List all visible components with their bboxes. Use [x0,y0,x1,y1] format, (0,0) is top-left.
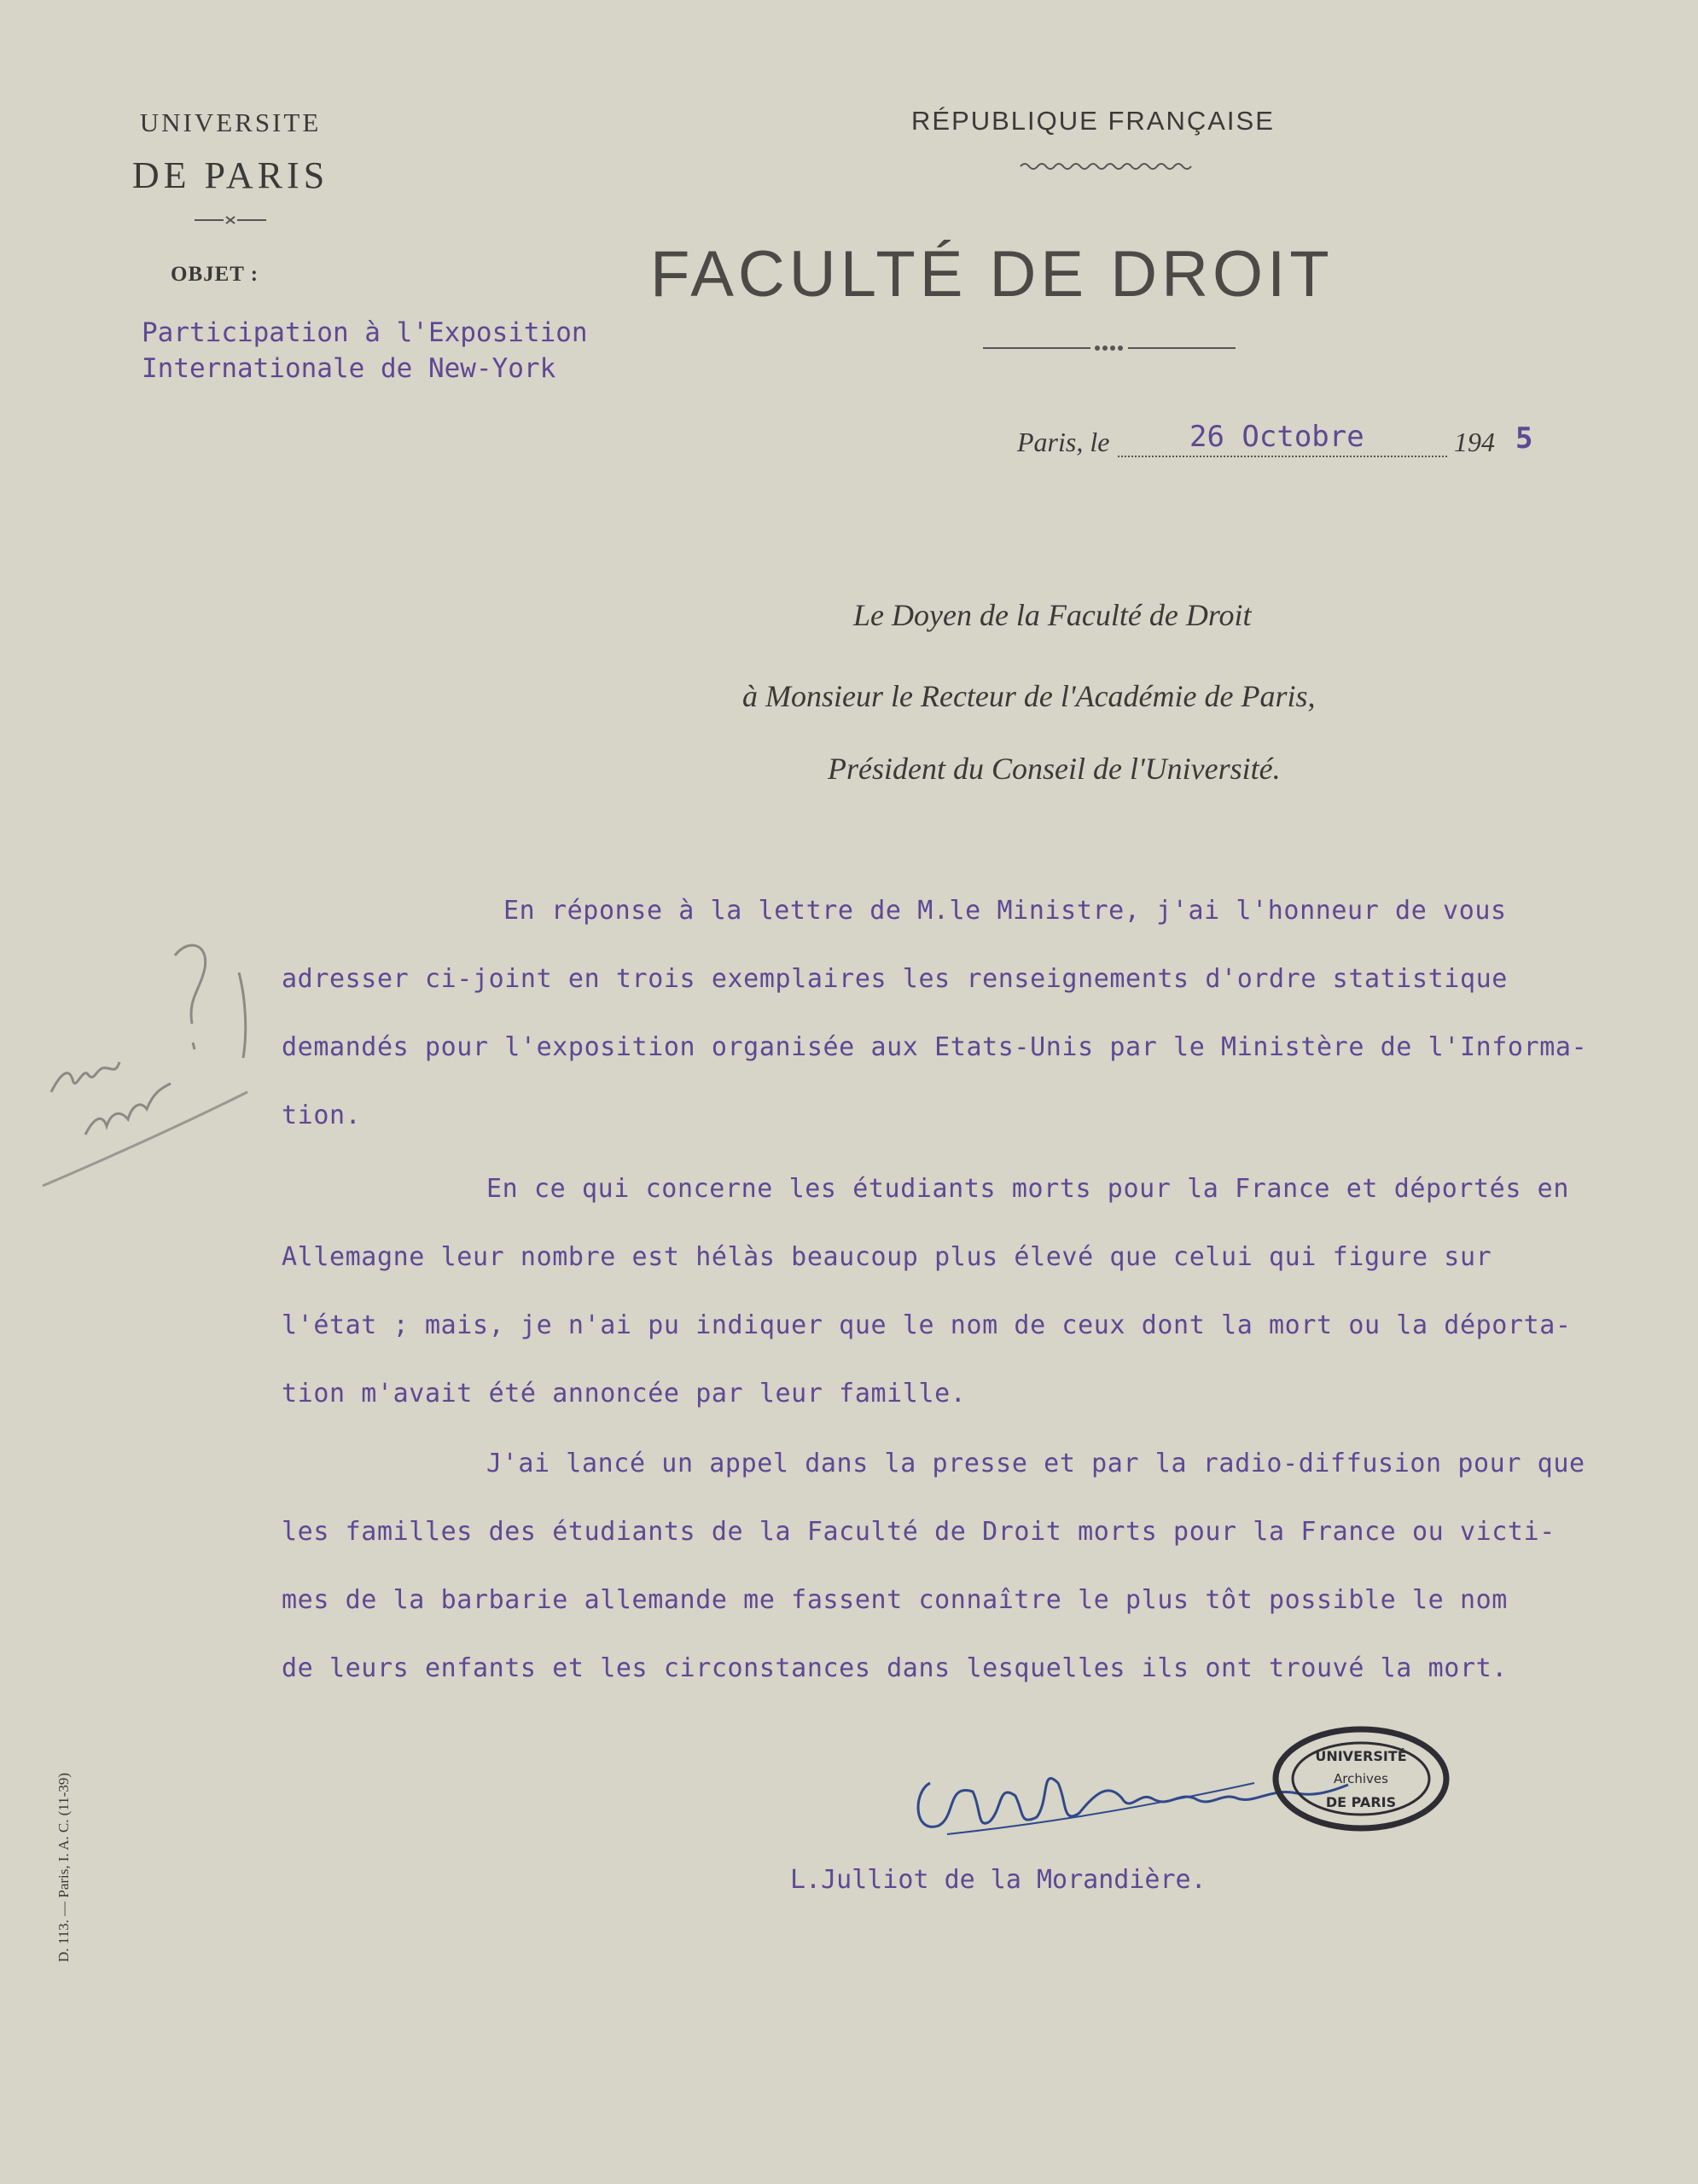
body-line: tion m'avait été annoncée par leur famille. [282,1379,967,1409]
date-lead-text: Paris, le [1017,427,1110,457]
year-digit: 5 [1515,421,1533,456]
svg-text:DE PARIS: DE PARIS [1325,1794,1397,1810]
body-line: de leurs enfants et les circonstances dans lesquelles ils ont trouvé la mort. [282,1653,1508,1683]
body-line: J'ai lancé un appel dans la presse et par la radio-diffusion pour que [486,1449,1585,1478]
address-line2: à Monsieur le Recteur de l'Académie de Paris, [742,679,1316,713]
wavy-underline [1019,160,1198,172]
printer-mark: D. 113. — Paris, I. A. C. (11-39) [55,1772,72,1962]
svg-text:Archives: Archives [1334,1771,1388,1786]
body-line: mes de la barbarie allemande me fassent connaître le plus tôt possible le nom [282,1585,1508,1615]
svg-text:UNIVERSITÉ: UNIVERSITÉ [1315,1748,1407,1764]
body-line: l'état ; mais, je n'ai pu indiquer que le nom de ceux dont la mort ou la déporta- [282,1310,1572,1340]
body-line: En ce qui concerne les étudiants morts pour la France et déportés en [486,1174,1569,1204]
body-line: demandés pour l'exposition organisée aux Etats-Unis par le Ministère de l'Informa- [282,1032,1588,1062]
address-line3: Président du Conseil de l'Université. [828,752,1281,786]
faculty-title: FACULTÉ DE DROIT [650,238,1334,311]
archives-stamp [1271,1723,1451,1834]
date-value: 26 Octobre [1189,420,1364,454]
subject-line1: Participation à l'Exposition [142,317,588,348]
ornament-divider [983,340,1236,357]
signatory-name: L.Julliot de la Morandière. [790,1865,1207,1895]
body-line: tion. [282,1101,362,1130]
body-line: adresser ci-joint en trois exemplaires les renseignements d'ordre statistique [282,964,1508,994]
body-line: En réponse à la lettre de M.le Ministre, j'ai l'honneur de vous [503,896,1507,926]
subject-line2: Internationale de New-York [142,353,556,384]
date-dotted-line [1118,456,1447,457]
republic-heading: RÉPUBLIQUE FRANÇAISE [911,106,1275,136]
university-name-line2: DE PARIS [131,154,329,196]
university-name-line1: UNIVERSITE [139,107,322,137]
ornament-divider [188,212,273,229]
address-line1: Le Doyen de la Faculté de Droit [853,598,1252,632]
subject-label: OBJET : [171,263,259,286]
pencil-annotation [34,921,256,1194]
body-line: Allemagne leur nombre est hélàs beaucoup plus élevé que celui qui figure sur [282,1242,1492,1272]
body-line: les familles des étudiants de la Faculté de Droit morts pour la France ou victi- [282,1517,1556,1547]
year-prefix: 194 [1454,427,1495,457]
